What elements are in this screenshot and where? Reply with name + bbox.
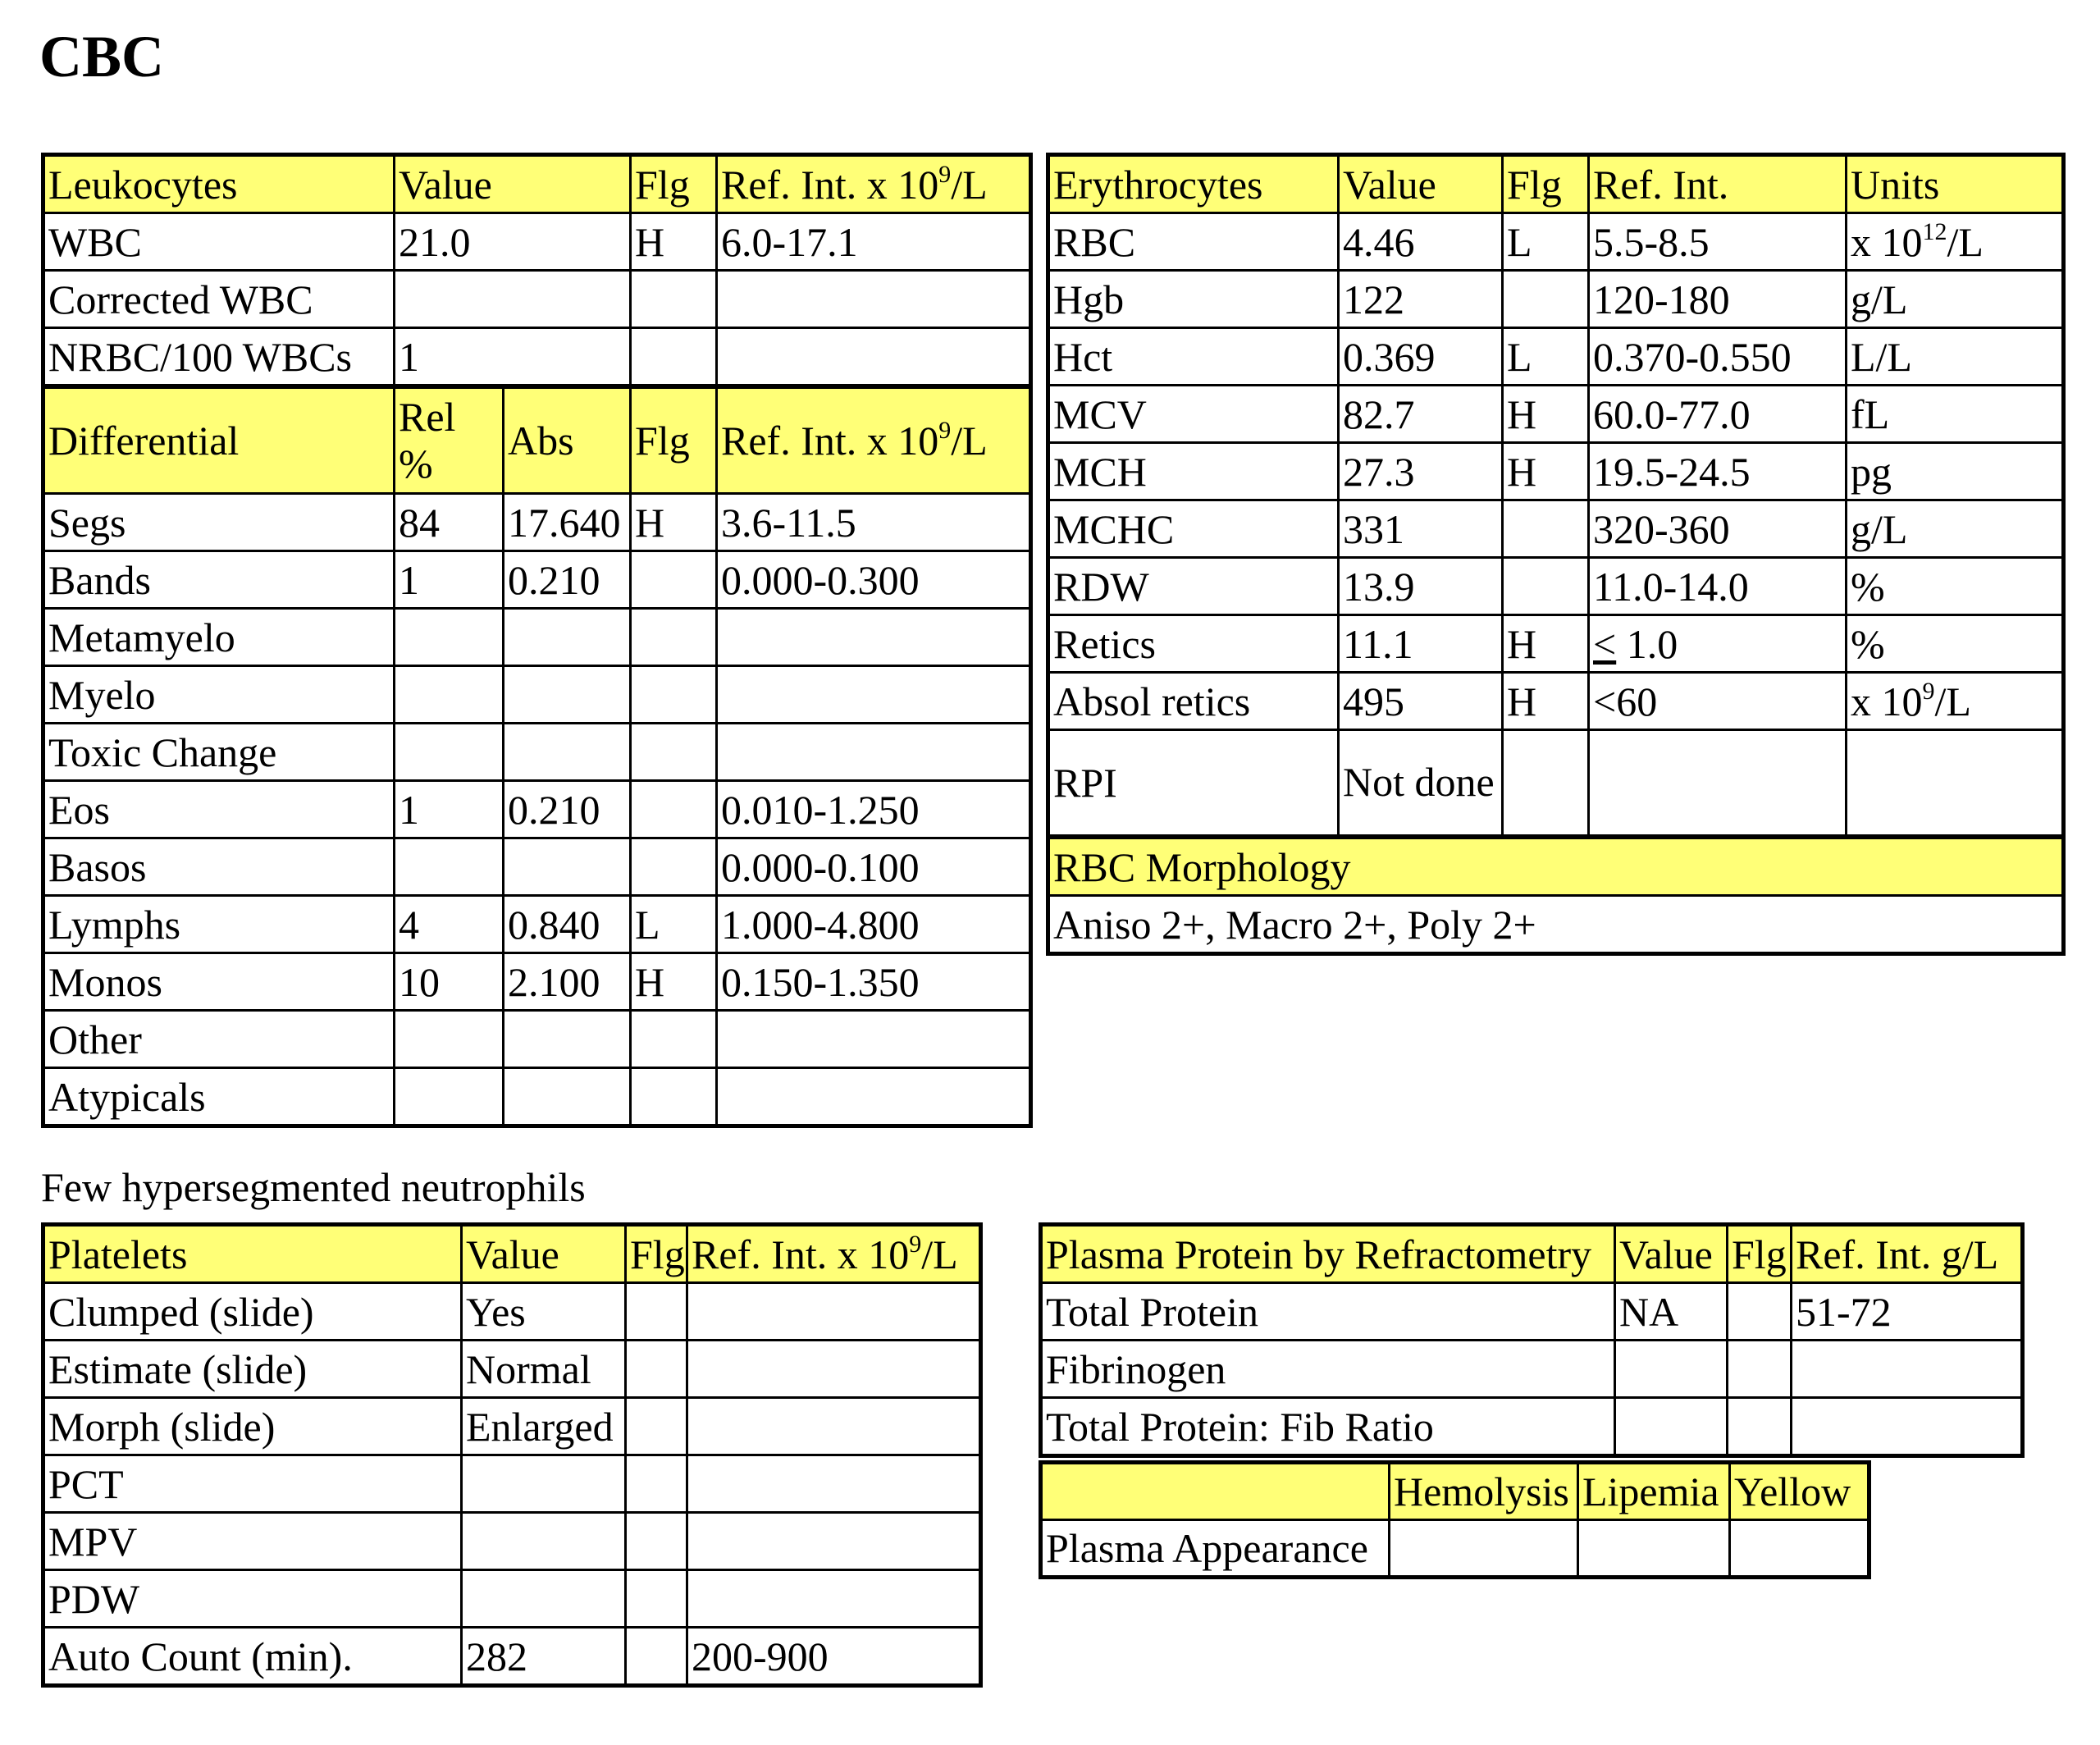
row-ref: 320-360 [1589, 500, 1847, 558]
row-flag [626, 1455, 687, 1513]
row-flag [626, 1513, 687, 1570]
row-value [462, 1455, 626, 1513]
row-name: Total Protein [1041, 1283, 1615, 1341]
differential-header-abs: Abs [504, 386, 631, 494]
row-ref [1792, 1398, 2023, 1456]
row-value: 4.46 [1339, 213, 1503, 271]
leukocytes-header-value: Value [395, 155, 631, 213]
row-flag [1503, 730, 1589, 838]
row-abs: 2.100 [504, 953, 631, 1011]
row-abs [504, 838, 631, 896]
row-ref [687, 1341, 981, 1398]
rbc-morphology-header: RBC Morphology [1048, 837, 2064, 896]
row-value: 21.0 [395, 213, 631, 271]
row-ref: 60.0-77.0 [1589, 386, 1847, 443]
row-ref: 51-72 [1792, 1283, 2023, 1341]
row-flag [631, 1011, 717, 1068]
table-row [43, 724, 1031, 781]
row-flag [626, 1283, 687, 1341]
row-name: Total Protein: Fib Ratio [1041, 1398, 1615, 1456]
row-flag: H [1503, 386, 1589, 443]
erythrocytes-header-row [1048, 155, 2064, 213]
erythrocytes-header-label: Erythrocytes [1048, 155, 1339, 213]
table-row [1048, 443, 2064, 500]
table-row [43, 1011, 1031, 1068]
row-abs [504, 1011, 631, 1068]
plasma-protein-header-value: Value [1615, 1225, 1728, 1283]
row-name: Other [43, 1011, 395, 1068]
row-label: Plasma Appearance [1041, 1520, 1390, 1578]
row-rel [395, 609, 504, 666]
table-row [43, 666, 1031, 724]
table-row [43, 1455, 981, 1513]
table-row [1041, 1283, 2023, 1341]
row-abs [504, 724, 631, 781]
row-ref [1792, 1341, 2023, 1398]
erythrocytes-header-ref: Ref. Int. [1589, 155, 1847, 213]
row-name: Basos [43, 838, 395, 896]
table-row [43, 1341, 981, 1398]
row-abs: 0.210 [504, 781, 631, 838]
row-flag: H [631, 213, 717, 271]
row-lipemia [1578, 1520, 1730, 1578]
row-flag: L [631, 896, 717, 953]
row-ref: 11.0-14.0 [1589, 558, 1847, 615]
table-row [43, 1283, 981, 1341]
row-label: WBC [43, 213, 395, 271]
table-row [1048, 271, 2064, 328]
row-flag [631, 328, 717, 387]
row-units: x $10^9/L$ [1847, 673, 2064, 730]
row-flag: L [1503, 213, 1589, 271]
row-flag: H [631, 494, 717, 551]
row-flag: H [631, 953, 717, 1011]
row-value: 11.1 [1339, 615, 1503, 673]
table-row [1048, 213, 2064, 271]
differential-header-label: Differential [43, 386, 395, 494]
platelets-header-value: Value [462, 1225, 626, 1283]
table-row [43, 328, 1031, 387]
row-value: 122 [1339, 271, 1503, 328]
row-value [1615, 1398, 1728, 1456]
table-row [43, 213, 1031, 271]
row-ref: <60 [1589, 673, 1847, 730]
plasma-protein-header-label: Plasma Protein by Refractometry [1041, 1225, 1615, 1283]
row-rel [395, 1011, 504, 1068]
row-ref: 1.000-4.800 [717, 896, 1031, 953]
leukocytes-header-flag: Flg [631, 155, 717, 213]
row-value: 282 [462, 1628, 626, 1686]
row-name: Auto Count (min). [43, 1628, 462, 1686]
row-name: Toxic Change [43, 724, 395, 781]
row-ref [687, 1513, 981, 1570]
row-flag [631, 551, 717, 609]
row-name: Monos [43, 953, 395, 1011]
row-name: PCT [43, 1455, 462, 1513]
row-flag [626, 1628, 687, 1686]
row-value: 1 [395, 328, 631, 387]
row-flag: L [1503, 328, 1589, 386]
row-rel: 1 [395, 781, 504, 838]
table-row [43, 838, 1031, 896]
row-ref: 0.000-0.300 [717, 551, 1031, 609]
row-abs [504, 609, 631, 666]
table-row [43, 551, 1031, 609]
row-label: MCH [1048, 443, 1339, 500]
row-value: 13.9 [1339, 558, 1503, 615]
row-label: RPI [1048, 730, 1339, 838]
row-value: Not done [1339, 730, 1503, 838]
row-flag [631, 724, 717, 781]
plasma-protein-header-ref: Ref. Int. g/L [1792, 1225, 2023, 1283]
row-units: L/L [1847, 328, 2064, 386]
row-units: g/L [1847, 271, 2064, 328]
row-ref: 0.010-1.250 [717, 781, 1031, 838]
table-row [43, 1513, 981, 1570]
row-name: Metamyelo [43, 609, 395, 666]
row-rel: 1 [395, 551, 504, 609]
row-name: Lymphs [43, 896, 395, 953]
differential-header-rel: Rel % [395, 386, 504, 494]
row-name: Segs [43, 494, 395, 551]
page-title: CBC [39, 24, 165, 89]
row-abs [504, 1068, 631, 1126]
table-row [1041, 1398, 2023, 1456]
erythrocytes-table [1046, 153, 2066, 956]
table-row [1048, 558, 2064, 615]
row-ref: 19.5-24.5 [1589, 443, 1847, 500]
erythrocytes-header-flag: Flg [1503, 155, 1589, 213]
row-label: MCV [1048, 386, 1339, 443]
plasma-appearance-header-yellow: Yellow [1730, 1463, 1869, 1520]
row-name: PDW [43, 1570, 462, 1628]
row-flag [626, 1570, 687, 1628]
row-ref [1589, 730, 1847, 838]
row-units: g/L [1847, 500, 2064, 558]
leukocytes-header-label: Leukocytes [43, 155, 395, 213]
row-value: Normal [462, 1341, 626, 1398]
row-value: 82.7 [1339, 386, 1503, 443]
table-row [43, 271, 1031, 328]
table-row [43, 1398, 981, 1455]
plasma-appearance-header-hemolysis: Hemolysis [1390, 1463, 1578, 1520]
row-flag: H [1503, 673, 1589, 730]
table-row [43, 781, 1031, 838]
differential-header-row [43, 386, 1031, 494]
row-flag [1503, 271, 1589, 328]
row-label: MCHC [1048, 500, 1339, 558]
row-value: 495 [1339, 673, 1503, 730]
row-ref [717, 328, 1031, 387]
row-name: Myelo [43, 666, 395, 724]
row-label: NRBC/100 WBCs [43, 328, 395, 387]
row-ref [717, 1011, 1031, 1068]
table-row [43, 609, 1031, 666]
table-row [1048, 500, 2064, 558]
leukocytes-table [41, 153, 1033, 1128]
row-ref: 0.150-1.350 [717, 953, 1031, 1011]
table-row [1041, 1341, 2023, 1398]
row-units: x $10^{12}/L$ [1847, 213, 2064, 271]
row-units [1847, 730, 2064, 838]
table-row [43, 1628, 981, 1686]
row-abs: 0.210 [504, 551, 631, 609]
table-row [43, 896, 1031, 953]
row-abs [504, 666, 631, 724]
row-units: pg [1847, 443, 2064, 500]
leukocytes-header-ref: Ref. Int. x $10^9/L$ [717, 155, 1031, 213]
row-flag [1728, 1398, 1792, 1456]
plasma-protein-header-row [1041, 1225, 2023, 1283]
row-abs: 17.640 [504, 494, 631, 551]
table-row [43, 953, 1031, 1011]
row-flag [631, 781, 717, 838]
plasma-appearance-header-lipemia: Lipemia [1578, 1463, 1730, 1520]
row-name: Morph (slide) [43, 1398, 462, 1455]
platelets-table [41, 1222, 983, 1688]
row-ref [717, 1068, 1031, 1126]
row-units: % [1847, 615, 2064, 673]
row-ref: 0.370-0.550 [1589, 328, 1847, 386]
differential-note: Few hypersegmented neutrophils [41, 1164, 586, 1210]
row-value: NA [1615, 1283, 1728, 1341]
table-row [1048, 730, 2064, 838]
row-name: Eos [43, 781, 395, 838]
row-value: Enlarged [462, 1398, 626, 1455]
table-row [1048, 615, 2064, 673]
table-row [1048, 328, 2064, 386]
row-ref: 200-900 [687, 1628, 981, 1686]
row-flag [631, 609, 717, 666]
row-ref: 5.5-8.5 [1589, 213, 1847, 271]
row-label: Hct [1048, 328, 1339, 386]
row-rel: 84 [395, 494, 504, 551]
row-value: Yes [462, 1283, 626, 1341]
plasma-protein-table [1039, 1222, 2025, 1458]
row-ref [687, 1283, 981, 1341]
row-ref [687, 1570, 981, 1628]
differential-header-flag: Flg [631, 386, 717, 494]
row-value [462, 1513, 626, 1570]
plasma-appearance-header-row [1041, 1463, 1869, 1520]
row-rel [395, 666, 504, 724]
row-ref [687, 1455, 981, 1513]
row-value [1615, 1341, 1728, 1398]
erythrocytes-header-value: Value [1339, 155, 1503, 213]
platelets-header-flag: Flg [626, 1225, 687, 1283]
table-row [43, 1570, 981, 1628]
table-row [1048, 896, 2064, 954]
row-ref [717, 271, 1031, 328]
row-rel [395, 1068, 504, 1126]
row-flag [1728, 1283, 1792, 1341]
erythrocytes-header-units: Units [1847, 155, 2064, 213]
row-ref: 0.000-0.100 [717, 838, 1031, 896]
row-name: Clumped (slide) [43, 1283, 462, 1341]
differential-header-ref: Ref. Int. x $10^9/L$ [717, 386, 1031, 494]
row-label: Retics [1048, 615, 1339, 673]
row-rel: 10 [395, 953, 504, 1011]
row-value: 0.369 [1339, 328, 1503, 386]
leukocytes-header-row [43, 155, 1031, 213]
row-value: 27.3 [1339, 443, 1503, 500]
table-row [1048, 386, 2064, 443]
row-rel [395, 838, 504, 896]
platelets-header-label: Platelets [43, 1225, 462, 1283]
row-flag [626, 1398, 687, 1455]
plasma-appearance-header-blank [1041, 1463, 1390, 1520]
row-ref [717, 724, 1031, 781]
row-yellow [1730, 1520, 1869, 1578]
row-flag [631, 1068, 717, 1126]
table-row [1041, 1520, 1869, 1578]
row-flag: H [1503, 615, 1589, 673]
row-hemolysis [1390, 1520, 1578, 1578]
row-ref: 3.6-11.5 [717, 494, 1031, 551]
row-ref [717, 666, 1031, 724]
table-row [43, 494, 1031, 551]
row-rel: 4 [395, 896, 504, 953]
row-ref: < 1.0 [1589, 615, 1847, 673]
platelets-header-row [43, 1225, 981, 1283]
row-flag [631, 838, 717, 896]
row-label: RBC [1048, 213, 1339, 271]
row-flag [1728, 1341, 1792, 1398]
row-name: MPV [43, 1513, 462, 1570]
row-name: Estimate (slide) [43, 1341, 462, 1398]
table-row [1048, 673, 2064, 730]
plasma-protein-header-flag: Flg [1728, 1225, 1792, 1283]
row-ref [717, 609, 1031, 666]
platelets-header-ref: Ref. Int. x $10^9/L$ [687, 1225, 981, 1283]
row-flag [631, 271, 717, 328]
row-flag [631, 666, 717, 724]
row-ref: 6.0-17.1 [717, 213, 1031, 271]
row-value: 331 [1339, 500, 1503, 558]
table-row [43, 1068, 1031, 1126]
plasma-appearance-table [1039, 1460, 1871, 1579]
row-label: Absol retics [1048, 673, 1339, 730]
rbc-morphology-header-row [1048, 837, 2064, 896]
row-name: Fibrinogen [1041, 1341, 1615, 1398]
row-flag [1503, 500, 1589, 558]
row-rel [395, 724, 504, 781]
row-name: Bands [43, 551, 395, 609]
row-label: Corrected WBC [43, 271, 395, 328]
row-flag: H [1503, 443, 1589, 500]
row-name: Atypicals [43, 1068, 395, 1126]
row-ref: 120-180 [1589, 271, 1847, 328]
row-flag [626, 1341, 687, 1398]
row-ref [687, 1398, 981, 1455]
row-label: RDW [1048, 558, 1339, 615]
row-value [462, 1570, 626, 1628]
row-label: Hgb [1048, 271, 1339, 328]
row-units: fL [1847, 386, 2064, 443]
row-flag [1503, 558, 1589, 615]
rbc-morphology-value: Aniso 2+, Macro 2+, Poly 2+ [1048, 896, 2064, 954]
row-units: % [1847, 558, 2064, 615]
row-abs: 0.840 [504, 896, 631, 953]
row-value [395, 271, 631, 328]
